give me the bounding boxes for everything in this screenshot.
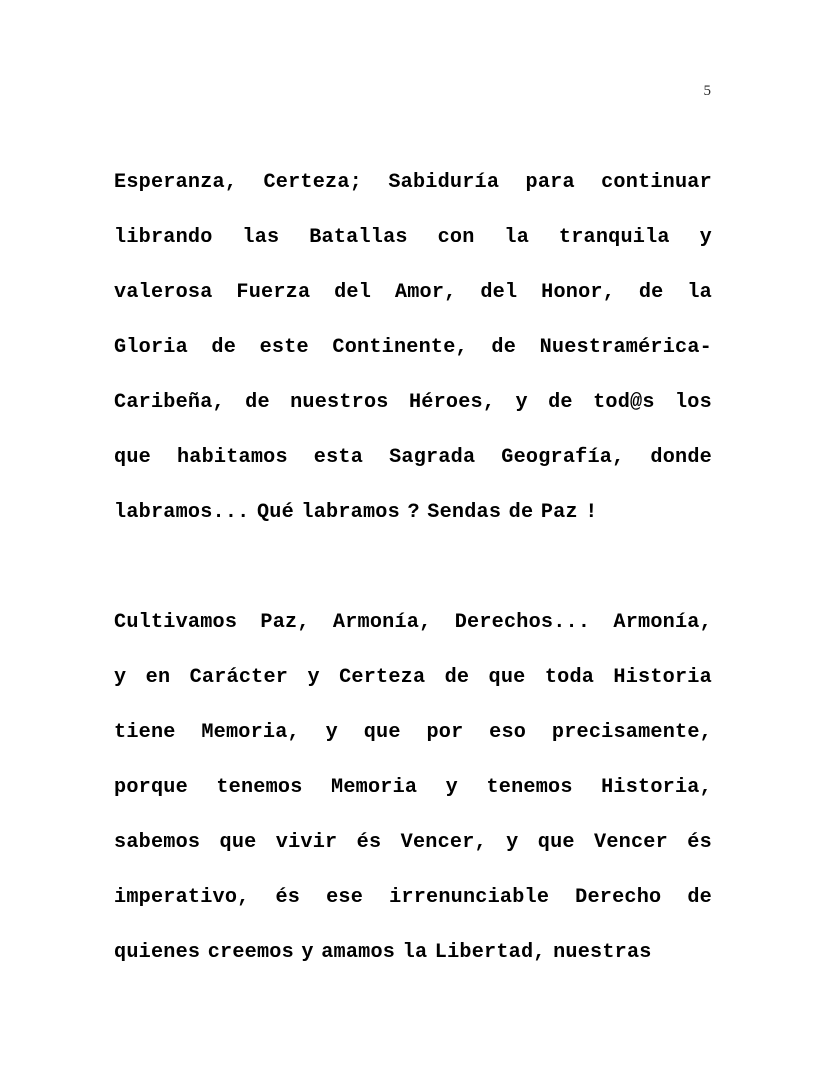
word: la bbox=[687, 281, 712, 304]
text-line bbox=[114, 650, 712, 705]
word: tenemos bbox=[216, 776, 303, 799]
word: que bbox=[219, 831, 257, 854]
text-line bbox=[114, 375, 712, 430]
word: Sabiduría bbox=[388, 171, 500, 194]
word: nuestras bbox=[553, 941, 652, 964]
word: de bbox=[548, 391, 573, 414]
word: és bbox=[687, 831, 712, 854]
word: Derecho bbox=[575, 886, 662, 909]
word: esta bbox=[313, 446, 364, 469]
word: Historia, bbox=[601, 776, 712, 799]
word: Armonía, bbox=[332, 611, 432, 634]
word: de bbox=[211, 336, 237, 359]
word: Historia bbox=[613, 666, 712, 689]
word: és bbox=[356, 831, 382, 854]
word: porque bbox=[114, 776, 188, 799]
word: precisamente, bbox=[551, 721, 712, 744]
word: y bbox=[699, 226, 712, 249]
word: Gloria bbox=[114, 336, 188, 359]
text-line bbox=[114, 320, 712, 375]
word: de bbox=[245, 391, 270, 414]
word: y bbox=[445, 776, 458, 799]
word: en bbox=[145, 666, 171, 689]
word: ese bbox=[326, 886, 364, 909]
word: habitamos bbox=[176, 446, 288, 469]
word: Armonía, bbox=[613, 611, 712, 634]
text-line bbox=[114, 925, 712, 980]
text-line bbox=[114, 870, 712, 925]
word: y bbox=[301, 941, 314, 964]
word: Continente, bbox=[332, 336, 468, 359]
word: ! bbox=[585, 501, 598, 524]
word: ? bbox=[407, 501, 420, 524]
text-line bbox=[114, 815, 712, 870]
word: Vencer, bbox=[400, 831, 487, 854]
word: Carácter bbox=[189, 666, 289, 689]
word: Caribeña, bbox=[114, 391, 225, 414]
word: del bbox=[334, 281, 372, 304]
word: valerosa bbox=[114, 281, 213, 304]
text-line bbox=[114, 485, 712, 540]
word: que bbox=[537, 831, 575, 854]
word: tenemos bbox=[486, 776, 573, 799]
word: Batallas bbox=[309, 226, 408, 249]
word: Vencer bbox=[594, 831, 668, 854]
text-line bbox=[114, 265, 712, 320]
word: Geografía, bbox=[501, 446, 625, 469]
word: la bbox=[504, 226, 530, 249]
text-line bbox=[114, 210, 712, 265]
word: por bbox=[426, 721, 464, 744]
word: la bbox=[402, 941, 428, 964]
word: Memoria, bbox=[201, 721, 300, 744]
word: imperativo, bbox=[114, 886, 250, 909]
word: y bbox=[506, 831, 519, 854]
word: del bbox=[480, 281, 518, 304]
word: Sendas bbox=[427, 501, 502, 524]
word: de bbox=[508, 501, 534, 524]
word: tod@s bbox=[593, 391, 655, 414]
text-line bbox=[114, 760, 712, 815]
word: labramos bbox=[301, 501, 400, 524]
word: Paz bbox=[540, 501, 578, 524]
word: sabemos bbox=[114, 831, 201, 854]
word: para bbox=[525, 171, 575, 194]
word: que bbox=[488, 666, 526, 689]
word: nuestros bbox=[290, 391, 389, 414]
word: de bbox=[444, 666, 470, 689]
word: Esperanza, bbox=[114, 171, 238, 194]
word: Sagrada bbox=[389, 446, 476, 469]
word: tiene bbox=[114, 721, 176, 744]
word: de bbox=[687, 886, 712, 909]
word: y bbox=[325, 721, 338, 744]
word: Certeza bbox=[339, 666, 426, 689]
word: Memoria bbox=[331, 776, 418, 799]
word: Fuerza bbox=[236, 281, 311, 304]
word: Héroes, bbox=[408, 391, 496, 414]
word: Certeza; bbox=[263, 171, 363, 194]
text-line bbox=[114, 155, 712, 210]
word: y bbox=[515, 391, 528, 414]
word: Nuestramérica- bbox=[539, 336, 712, 359]
word: que bbox=[114, 446, 151, 469]
text-line bbox=[114, 705, 712, 760]
word: continuar bbox=[601, 171, 712, 194]
paragraph-2 bbox=[114, 595, 712, 980]
word: creemos bbox=[207, 941, 294, 964]
word: irrenunciable bbox=[389, 886, 550, 909]
word: quienes bbox=[114, 941, 201, 964]
word: que bbox=[363, 721, 401, 744]
word: Paz, bbox=[260, 611, 310, 634]
word: tranquila bbox=[558, 226, 670, 249]
word: amamos bbox=[321, 941, 396, 964]
word: las bbox=[242, 226, 280, 249]
text-line bbox=[114, 430, 712, 485]
word: Honor, bbox=[541, 281, 616, 304]
word: toda bbox=[544, 666, 595, 689]
page-number: 5 bbox=[703, 83, 711, 99]
word: labramos... bbox=[114, 501, 250, 524]
word: Cultivamos bbox=[114, 611, 238, 634]
word: y bbox=[307, 666, 320, 689]
word: és bbox=[275, 886, 301, 909]
paragraph-1 bbox=[114, 155, 712, 540]
word: Qué bbox=[256, 501, 294, 524]
word: de bbox=[491, 336, 517, 359]
word: Derechos... bbox=[454, 611, 591, 634]
body-text bbox=[114, 155, 712, 980]
word: y bbox=[114, 666, 127, 689]
word: Amor, bbox=[394, 281, 457, 304]
word: Libertad, bbox=[434, 941, 546, 964]
word: con bbox=[437, 226, 475, 249]
word: los bbox=[674, 391, 712, 414]
word: vivir bbox=[275, 831, 338, 854]
text-line bbox=[114, 595, 712, 650]
word: este bbox=[259, 336, 309, 359]
word: donde bbox=[650, 446, 712, 469]
word: de bbox=[638, 281, 664, 304]
word: eso bbox=[489, 721, 527, 744]
word: librando bbox=[114, 226, 213, 249]
